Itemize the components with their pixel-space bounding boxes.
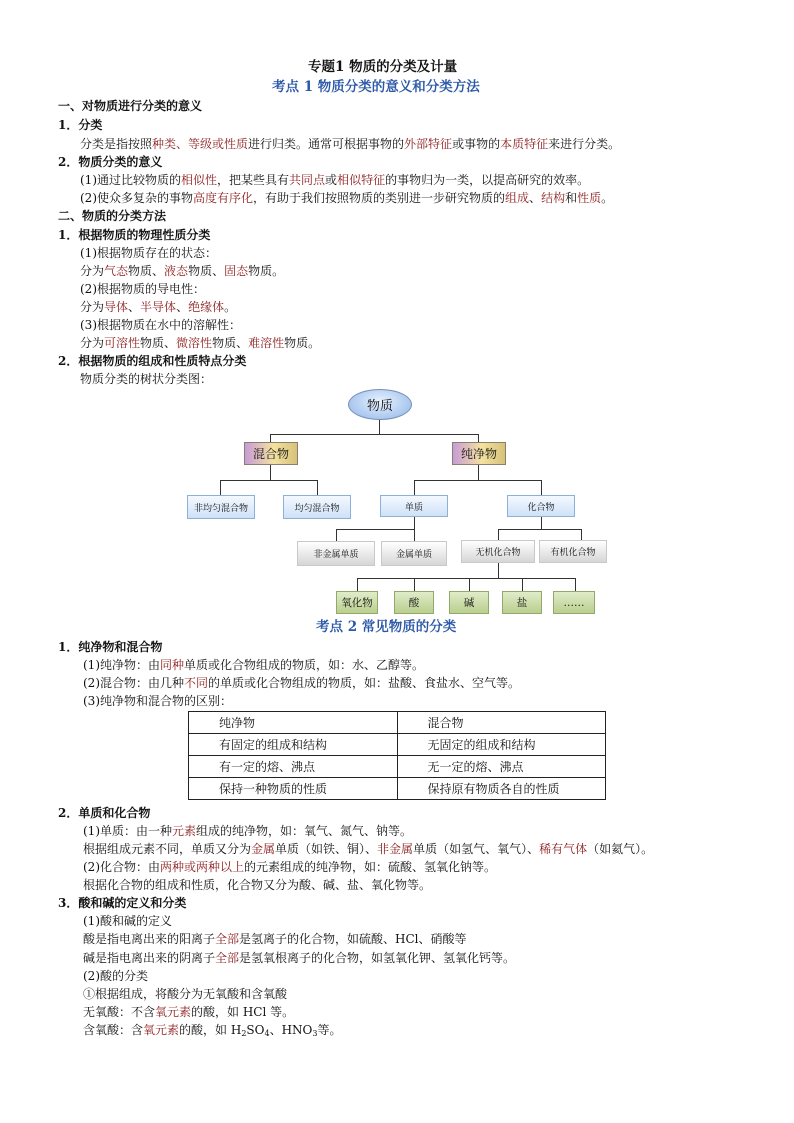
tree-line (336, 529, 337, 541)
tree-node-heterogeneous: 非均匀混合物 (187, 495, 255, 519)
kaodian1-heading: 考点 1 物质分类的意义和分类方法 (272, 79, 480, 95)
k2-1-line2: (2)混合物：由几种不同的单质或化合物组成的物质，如：盐酸、食盐水、空气等。 (83, 676, 521, 690)
tree-line (357, 578, 575, 579)
tree-node-compound: 化合物 (507, 495, 575, 517)
table-cell: 有固定的组成和结构 (189, 734, 398, 756)
tree-line (478, 434, 479, 442)
k2-2-heading: 2．单质和化合物 (58, 806, 151, 820)
tree-node-organic: 有机化合物 (539, 540, 607, 563)
table-cell: 有一定的熔、沸点 (189, 756, 398, 778)
tree-node-element: 单质 (380, 495, 448, 517)
table-row (189, 756, 606, 778)
tree-node-homogeneous: 均匀混合物 (283, 495, 351, 519)
k2-2-line3: (2)化合物：由两种或两种以上的元素组成的纯净物，如：硫酸、氢氧化钠等。 (83, 860, 497, 874)
tree-line (541, 480, 542, 495)
k2-3-line1: (1)酸和碱的定义 (83, 914, 172, 928)
s1-2-heading: 2．物质分类的意义 (58, 155, 163, 169)
tree-node-oxide: 氧化物 (336, 591, 378, 614)
tree-node-salt: 盐 (502, 591, 542, 614)
k2-2-line2: 根据组成元素不同，单质又分为金属单质（如铁、铜）、非金属单质（如氢气、氧气）、稀有气体（如氦气）。 (83, 842, 654, 856)
page-title: 专题1 物质的分类及计量 (308, 59, 458, 75)
tree-line (522, 578, 523, 591)
tree-line (498, 529, 499, 540)
tree-node-mixture: 混合物 (244, 442, 298, 465)
tree-node-pure: 纯净物 (452, 442, 506, 465)
tree-line (270, 434, 271, 442)
k2-1-line3: (3)纯净物和混合物的区别： (83, 694, 232, 708)
tree-line (478, 465, 479, 480)
tree-line (581, 529, 582, 540)
tree-line (220, 480, 221, 495)
tree-node-acid: 酸 (394, 591, 434, 614)
comparison-table (188, 711, 606, 800)
tree-line (336, 529, 414, 530)
tree-line (414, 480, 542, 481)
tree-line (220, 480, 318, 481)
k2-3-line6: 无氧酸：不含氧元素的酸，如 HCl 等。 (83, 1005, 295, 1019)
k2-3-line3: 碱是指电离出来的阴离子全部是氢氧根离子的化合物，如氢氧化钾、氢氧化钙等。 (83, 951, 516, 965)
s1-1-text: 分类是指按照种类、等级或性质进行归类。通常可根据事物的外部特征或事物的本质特征来进行分类。 (80, 137, 621, 151)
tree-line (379, 420, 380, 434)
tree-line (357, 578, 358, 591)
tree-line (270, 434, 479, 435)
tree-line (414, 529, 415, 541)
tree-line (498, 563, 499, 578)
s2-1-line1: (1)根据物质存在的状态： (80, 246, 217, 260)
k2-3-heading: 3．酸和碱的定义和分类 (58, 896, 187, 910)
table-cell: 保持一种物质的性质 (189, 778, 398, 800)
s2-1-line3: (2)根据物质的导电性： (80, 282, 205, 296)
tree-node-inorganic: 无机化合物 (461, 540, 535, 563)
k2-3-line5: ①根据组成，将酸分为无氧酸和含氧酸 (83, 987, 288, 1001)
s2-2-text: 物质分类的树状分类图： (80, 372, 213, 386)
s1-1-heading: 1．分类 (58, 118, 103, 132)
s2-1-heading: 1．根据物质的物理性质分类 (58, 228, 211, 242)
tree-line (270, 465, 271, 480)
section2-heading: 二、物质的分类方法 (58, 209, 167, 223)
s2-1-line2: 分为气态物质、液态物质、固态物质。 (80, 264, 285, 278)
table-cell: 混合物 (397, 712, 606, 734)
tree-line (575, 578, 576, 591)
s2-1-line5: (3)根据物质在水中的溶解性： (80, 318, 241, 332)
s2-1-line6: 分为可溶性物质、微溶性物质、难溶性物质。 (80, 336, 321, 350)
k2-3-line4: (2)酸的分类 (83, 969, 148, 983)
table-cell: 保持原有物质各自的性质 (397, 778, 606, 800)
tree-line (317, 480, 318, 495)
table-cell: 纯净物 (189, 712, 398, 734)
k2-2-line1: (1)单质：由一种元素组成的纯净物，如：氧气、氮气、钠等。 (83, 824, 413, 838)
k2-3-line2: 酸是指电离出来的阳离子全部是氢离子的化合物，如硫酸、HCl、硝酸等 (83, 932, 467, 946)
tree-line (414, 578, 415, 591)
s1-2-line2: (2)使众多复杂的事物高度有序化，有助于我们按照物质的类别进一步研究物质的组成、结构和性质。 (80, 191, 614, 205)
tree-line (414, 517, 415, 529)
table-row (189, 778, 606, 800)
k2-1-heading: 1．纯净物和混合物 (58, 640, 163, 654)
tree-node-nonmetal: 非金属单质 (297, 541, 375, 566)
k2-1-line1: (1)纯净物：由同种单质或化合物组成的物质，如：水、乙醇等。 (83, 658, 425, 672)
tree-node-base: 碱 (449, 591, 489, 614)
tree-line (541, 517, 542, 529)
s2-1-line4: 分为导体、半导体、绝缘体。 (80, 300, 237, 314)
table-cell: 无一定的熔、沸点 (397, 756, 606, 778)
tree-line (414, 480, 415, 495)
tree-node-more: …… (553, 591, 595, 614)
k2-3-line7: 含氧酸：含氧元素的酸，如 $H_2SO_4$、$HNO_3$等。 (83, 1023, 342, 1038)
s1-2-line1: (1)通过比较物质的相似性，把某些具有共同点或相似特征的事物归为一类，以提高研究的效率。 (80, 173, 590, 187)
table-cell: 无固定的组成和结构 (397, 734, 606, 756)
section1-heading: 一、对物质进行分类的意义 (58, 99, 203, 113)
table-row (189, 734, 606, 756)
tree-node-metal: 金属单质 (381, 541, 447, 566)
s2-2-heading: 2．根据物质的组成和性质特点分类 (58, 354, 247, 368)
tree-line (498, 529, 582, 530)
k2-2-line4: 根据化合物的组成和性质，化合物又分为酸、碱、盐、氧化物等。 (83, 878, 432, 892)
tree-node-root: 物质 (348, 389, 412, 420)
table-row (189, 712, 606, 734)
kaodian2-heading: 考点 2 常见物质的分类 (316, 619, 457, 635)
tree-line (469, 578, 470, 591)
